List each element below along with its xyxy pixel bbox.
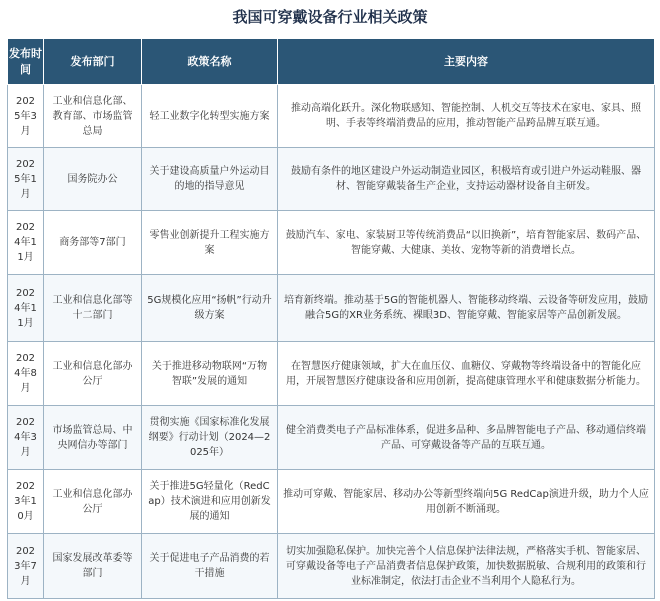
cell-dept: 工业和信息化部办公厅 (44, 342, 142, 406)
cell-time: 2024年3月 (8, 406, 44, 470)
cell-policy-name: 关于推进5G轻量化（RedCap）技术演进和应用创新发展的通知 (142, 470, 278, 534)
cell-time: 2023年10月 (8, 470, 44, 534)
table-row (8, 470, 655, 534)
cell-policy-name: 关于促进电子产品消费的若干措施 (142, 534, 278, 599)
header-content: 主要内容 (278, 39, 655, 85)
cell-content: 切实加强隐私保护。加快完善个人信息保护法律法规，严格落实手机、智能家居、可穿戴设备等电子产品消费者信息保护政策，加快数据脱敏、合规利用的政策和行业标准制定，依法打击企业不当利用个人隐私行为。 (278, 534, 655, 599)
table-row (8, 342, 655, 406)
cell-policy-name: 5G规模化应用“扬帆”行动升级方案 (142, 275, 278, 342)
header-name: 政策名称 (142, 39, 278, 85)
table-row (8, 148, 655, 211)
cell-content: 培育新终端。推动基于5G的智能机器人、智能移动终端、云设备等研发应用，鼓励融合5G的XR业务系统、裸眼3D、智能穿戴、智能家居等产品创新发展。 (278, 275, 655, 342)
cell-policy-name: 关于推进移动物联网“万物智联”发展的通知 (142, 342, 278, 406)
cell-time: 2024年11月 (8, 275, 44, 342)
cell-dept: 商务部等7部门 (44, 211, 142, 275)
cell-content: 在智慧医疗健康领域，扩大在血压仪、血糖仪、穿戴物等终端设备中的智能化应用，开展智慧医疗健康设备和应用创新，提高健康管理水平和健康数据分析能力。 (278, 342, 655, 406)
page-title: 我国可穿戴设备行业相关政策 (232, 8, 428, 26)
cell-time: 2024年8月 (8, 342, 44, 406)
header-dept: 发布部门 (44, 39, 142, 85)
cell-time: 2024年11月 (8, 211, 44, 275)
cell-content: 鼓励汽车、家电、家装厨卫等传统消费品“以旧换新”，培育智能家居、数码产品、智能穿戴、大健康、美妆、宠物等新的消费增长点。 (278, 211, 655, 275)
table-header-row (8, 39, 655, 85)
cell-content: 鼓励有条件的地区建设户外运动制造业园区，积极培育或引进户外运动鞋服、器材、智能穿戴装备生产企业，支持运动器材设备自主研发。 (278, 148, 655, 211)
header-time: 发布时间 (8, 39, 44, 85)
cell-time: 2025年3月 (8, 85, 44, 148)
table-row (8, 534, 655, 599)
table-row (8, 406, 655, 470)
cell-time: 2023年7月 (8, 534, 44, 599)
cell-dept: 国务院办公 (44, 148, 142, 211)
cell-content: 健全消费类电子产品标准体系，促进多品种、多品牌智能电子产品、移动通信终端产品、可穿戴设备等产品的互联互通。 (278, 406, 655, 470)
cell-policy-name: 贯彻实施《国家标准化发展纲要》行动计划（2024—2025年） (142, 406, 278, 470)
table-row (8, 211, 655, 275)
cell-content: 推动可穿戴、智能家居、移动办公等新型终端向5G RedCap演进升级，助力个人应用创新不断涌现。 (278, 470, 655, 534)
table-row (8, 85, 655, 148)
cell-content: 推动高端化跃升。深化物联感知、智能控制、人机交互等技术在家电、家具、照明、手表等终端消费品的应用，推动智能产品跨品牌互联互通。 (278, 85, 655, 148)
table-row (8, 275, 655, 342)
cell-policy-name: 零售业创新提升工程实施方案 (142, 211, 278, 275)
cell-dept: 工业和信息化部等十二部门 (44, 275, 142, 342)
cell-dept: 市场监管总局、中央网信办等部门 (44, 406, 142, 470)
cell-time: 2025年1月 (8, 148, 44, 211)
cell-policy-name: 关于建设高质量户外运动目的地的指导意见 (142, 148, 278, 211)
policy-table (7, 38, 655, 599)
cell-dept: 国家发展改革委等部门 (44, 534, 142, 599)
cell-dept: 工业和信息化部、教育部、市场监管总局 (44, 85, 142, 148)
cell-dept: 工业和信息化部办公厅 (44, 470, 142, 534)
cell-policy-name: 轻工业数字化转型实施方案 (142, 85, 278, 148)
